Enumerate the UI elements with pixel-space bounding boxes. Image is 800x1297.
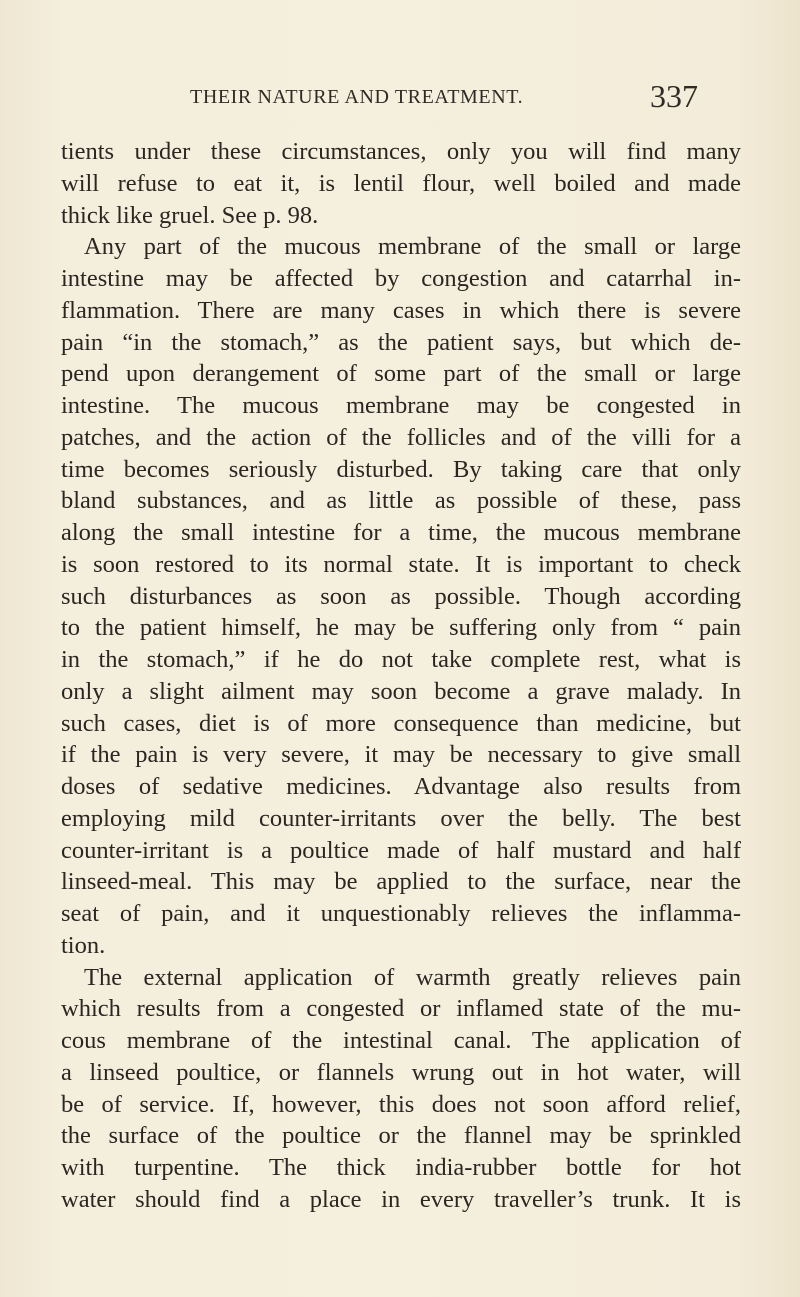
text-line: be of service. If, however, this does not soon afford relief, — [61, 1090, 741, 1118]
text-line: pend upon derangement of some part of the small or large — [61, 360, 741, 388]
running-head: THEIR NATURE AND TREATMENT. — [190, 86, 524, 108]
page-number: 337 — [650, 78, 698, 114]
text-line: thick like gruel. See p. 98. — [61, 201, 319, 229]
text-line: patches, and the action of the follicles and of the villi for a — [61, 423, 741, 451]
text-line: a linseed poultice, or flannels wrung out in hot water, will — [61, 1058, 741, 1086]
text-line: flammation. There are many cases in which there is severe — [61, 296, 741, 324]
text-line: to the patient himself, he may be suffering only from “ pain — [61, 614, 741, 642]
text-line: only a slight ailment may soon become a grave malady. In — [61, 677, 741, 705]
text-line: employing mild counter-irritants over the belly. The best — [61, 804, 741, 832]
text-line: intestine. The mucous membrane may be congested in — [61, 392, 741, 419]
text-line: counter-irritant is a poultice made of half mustard and half — [61, 836, 741, 864]
text-line: linseed-meal. This may be applied to the surface, near the — [61, 868, 741, 896]
body-text — [61, 136, 741, 1216]
paragraph-start-line: The external application of warmth greatly relieves pain — [84, 963, 741, 991]
text-line: tion. — [61, 931, 106, 959]
text-line: pain “in the stomach,” as the patient says, but which de- — [61, 328, 741, 356]
text-line: in the stomach,” if he do not take complete rest, what is — [61, 646, 741, 673]
text-line: the surface of the poultice or the flannel may be sprinkled — [61, 1122, 741, 1150]
text-line: is soon restored to its normal state. It is important to check — [61, 550, 741, 578]
text-line: doses of sedative medicines. Advantage also results from — [61, 773, 741, 800]
text-line: such disturbances as soon as possible. Though according — [61, 582, 741, 610]
text-line: tients under these circumstances, only you will find many — [61, 138, 741, 165]
text-line: along the small intestine for a time, the mucous membrane — [61, 519, 741, 546]
text-line: which results from a congested or inflamed state of the mu- — [61, 995, 741, 1023]
text-line: intestine may be affected by congestion and catarrhal in- — [61, 265, 741, 292]
paragraph-start-line: Any part of the mucous membrane of the small or large — [84, 233, 741, 261]
text-line: water should find a place in every traveller’s trunk. It is — [61, 1185, 741, 1213]
text-line: such cases, diet is of more consequence than medicine, but — [61, 709, 741, 737]
text-line: time becomes seriously disturbed. By taking care that only — [61, 455, 741, 483]
text-line: if the pain is very severe, it may be necessary to give small — [61, 741, 741, 769]
text-line: with turpentine. The thick india-rubber bottle for hot — [61, 1154, 741, 1181]
text-line: will refuse to eat it, is lentil flour, well boiled and made — [61, 169, 741, 197]
text-line: seat of pain, and it unquestionably relieves the inflamma- — [61, 900, 741, 927]
text-line: bland substances, and as little as possible of these, pass — [61, 487, 741, 515]
text-line: cous membrane of the intestinal canal. The application of — [61, 1027, 741, 1054]
